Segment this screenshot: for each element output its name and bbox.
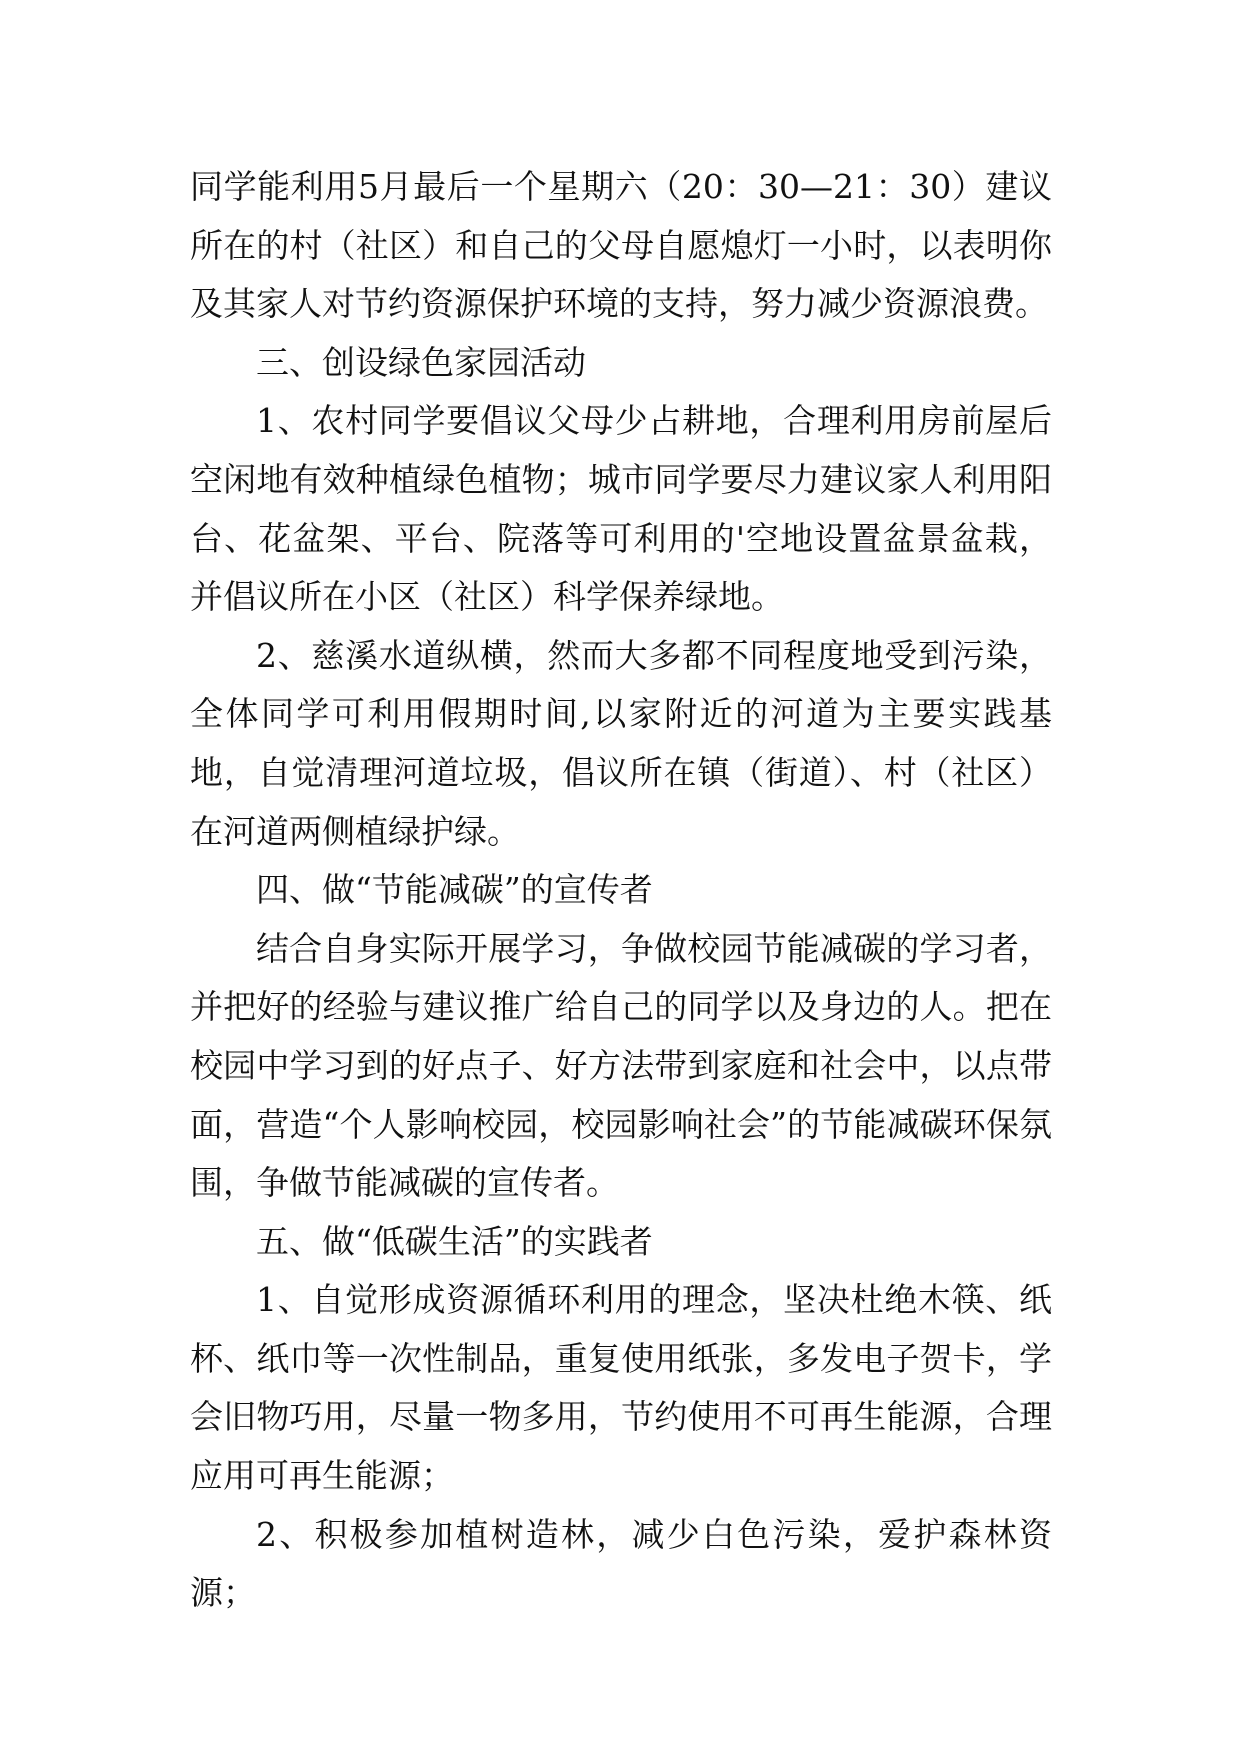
heading-low-carbon-practitioner: 五、做“低碳生活”的实践者 — [256, 1221, 653, 1261]
paragraph-tree-planting: 2、积极参加植树造林，减少白色污染，爱护森林资源； — [190, 1514, 1052, 1613]
paragraph-river-cleanup: 2、慈溪水道纵横，然而大多都不同程度地受到污染，全体同学可利用假期时间,以家附近的河道为主要实践基地，自觉清理河道垃圾，倡议所在镇（街道）、村（社区）在河道两侧植绿护绿。 — [190, 635, 1052, 851]
heading-green-home: 三、创设绿色家园活动 — [256, 342, 586, 382]
paragraph-resource-recycling: 1、自觉形成资源循环利用的理念，坚决杜绝木筷、纸杯、纸巾等一次性制品，重复使用纸张，多发电子贺卡，学会旧物巧用，尽量一物多用，节约使用不可再生能源，合理应用可再生能源； — [190, 1280, 1052, 1496]
document-body — [190, 158, 1052, 1623]
paragraph-blackout-hour: 同学能利用5月最后一个星期六（20：30—21：30）建议所在的村（社区）和自己的父母自愿熄灯一小时，以表明你及其家人对节约资源保护环境的支持，努力减少资源浪费。 — [190, 167, 1052, 324]
paragraph-carbon-promoter: 结合自身实际开展学习，争做校园节能减碳的学习者，并把好的经验与建议推广给自己的同学以及身边的人。把在校园中学习到的好点子、好方法带到家庭和社会中，以点带面，营造“个人影响校园，校园影响社会”的节能减碳环保氛围，争做节能减碳的宣传者。 — [190, 928, 1052, 1203]
heading-carbon-promoter: 四、做“节能减碳”的宣传者 — [256, 870, 653, 910]
paragraph-green-planting: 1、农村同学要倡议父母少占耕地，合理利用房前屋后空闲地有效种植绿色植物；城市同学要尽力建议家人利用阳台、花盆架、平台、院落等可利用的'空地设置盆景盆栽，并倡议所在小区（社区）科学保养绿地。 — [190, 401, 1052, 617]
